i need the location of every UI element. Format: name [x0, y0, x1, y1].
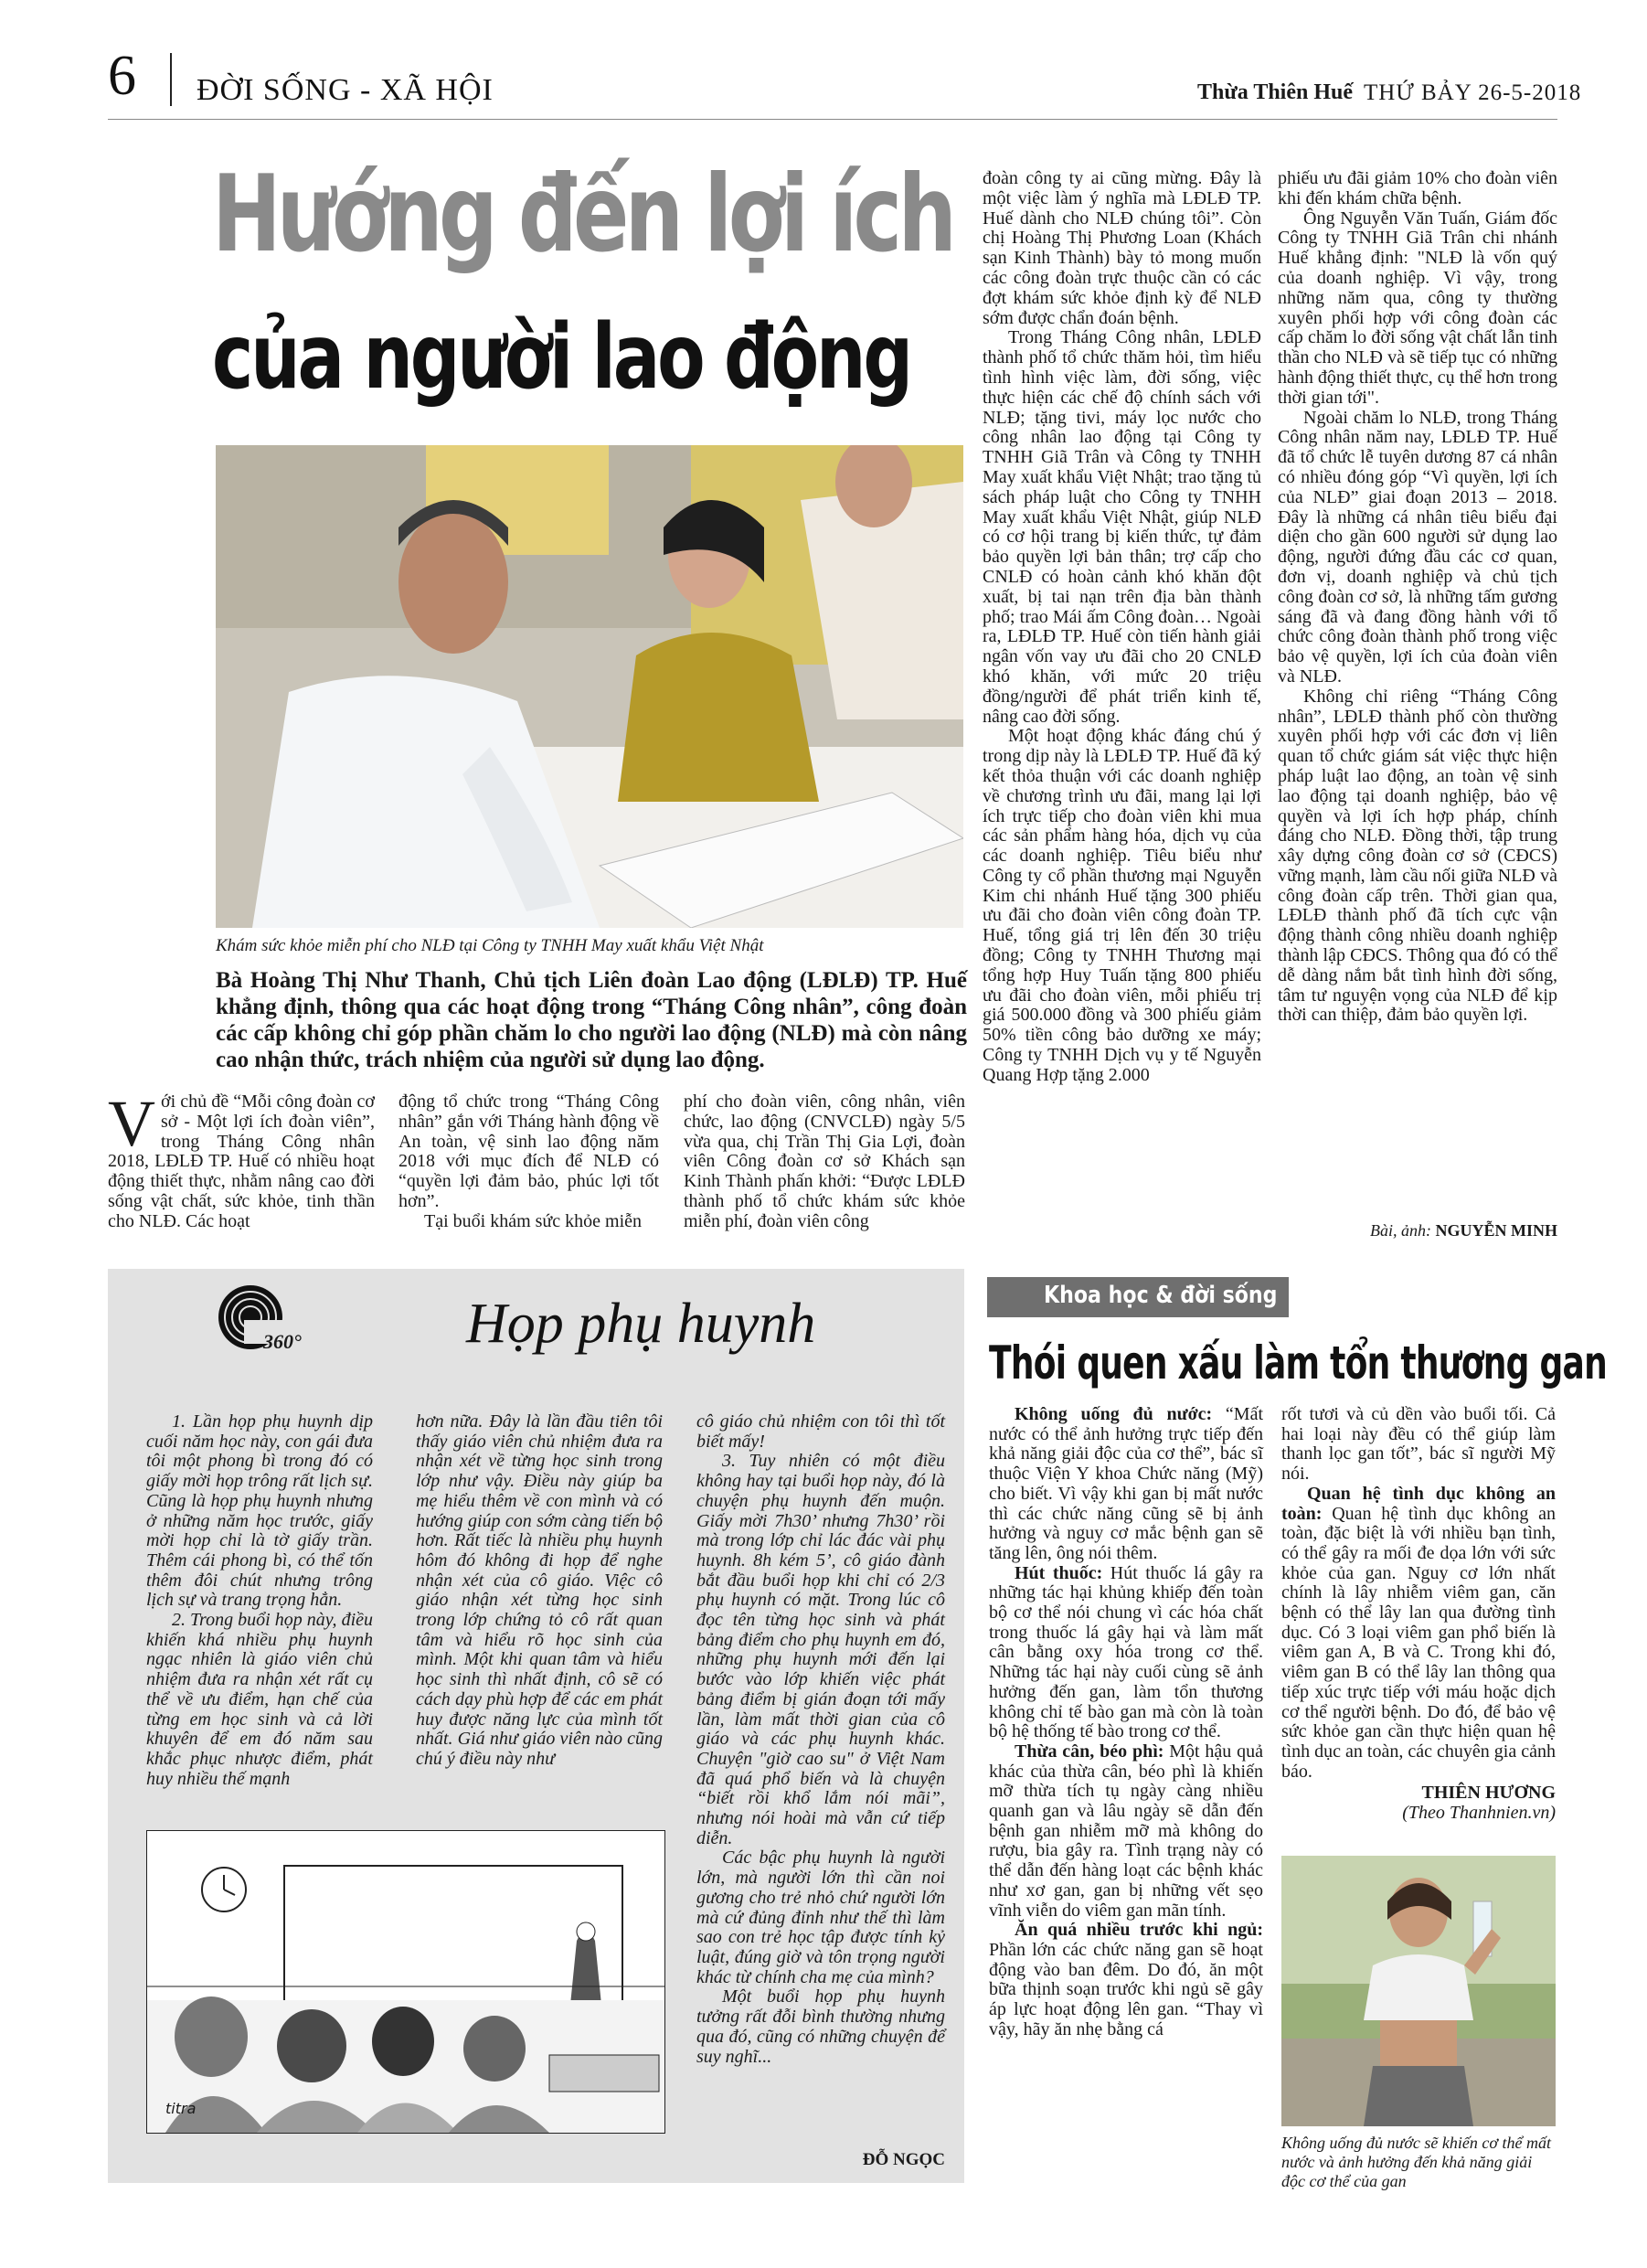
issue-date: THỨ BẢY 26-5-2018 — [1364, 80, 1582, 105]
article2-column-2 — [416, 1412, 663, 1770]
article1-column-2 — [398, 1092, 659, 1232]
header-divider — [170, 53, 172, 106]
header-rule — [108, 119, 1557, 120]
body-text: đoàn công ty ai cũng mừng. Đây là một việc làm ý nghĩa mà LĐLĐ TP. Huế dành cho NLĐ chúng tôi”. Còn chị Hoàng Thị Phương Loan (Khách sạn Kinh Thành) bày tỏ mong muốn các công đoàn trực thuộc cần có các đợt khám sức khỏe định kỳ để NLĐ sớm được chẩn đoán bệnh. — [983, 168, 1261, 328]
article-lead: Bà Hoàng Thị Như Thanh, Chủ tịch Liên đoàn Lao động (LĐLĐ) TP. Huế khẳng định, thông qua các hoạt động trong “Tháng Công nhân”, công đoàn các cấp không chỉ góp phần chăm lo cho người lao động (NLĐ) mà còn nâng cao nhận thức, trách nhiệm của người sử dụng lao động. — [216, 968, 967, 1072]
body-text: 1. Lần họp phụ huynh dịp cuối năm học này, con gái đưa tôi một phong bì trong đó có giấy mời họp trông rất lịch sự. Cũng là họp phụ huynh nhưng ở những năm học trước, giấy mời họp chỉ là tờ giấy trần. Thêm cái phong bì, có thể tốn thêm đôi chút nhưng trông lịch sự và trang trọng hẳn. — [146, 1411, 373, 1611]
subhead: Ăn quá nhiều trước khi ngủ: — [1015, 1920, 1263, 1941]
drop-cap: V — [108, 1087, 155, 1160]
article1-column-4 — [983, 169, 1261, 1086]
headline-line1: Hướng đến lợi ích — [212, 153, 953, 276]
body-text: Phần lớn các chức năng gan sẽ hoạt động vào ban đêm. Do đó, ăn một bữa thịnh soạn trước khi ngủ sẽ gây áp lực hoạt động lên gan. “Thay vì vậy, hãy ăn nhẹ bằng cá — [989, 1939, 1263, 2039]
body-text: Ngoài chăm lo NLĐ, trong Tháng Công nhân năm nay, LĐLĐ TP. Huế đã tổ chức lễ tuyên dương 87 cá nhân có nhiều đóng góp “Vì quyền, lợi ích của NLĐ” giai đoạn 2013 – 2018. Đây là những cá nhân tiêu biểu đại diện cho gần 600 người sử dụng lao động, người đứng đầu các cơ quan, đơn vị, doanh nghiệp và chủ tịch công đoàn cơ sở, là những tấm gương sáng đã và đang đồng hành với tổ chức công đoàn thành phố trong việc bảo vệ quyền, lợi ích của đoàn viên và NLĐ. — [1278, 407, 1557, 687]
headline-line2: của người lao động — [212, 305, 910, 410]
body-text: động tổ chức trong “Tháng Công nhân” gắn với Tháng hành động về An toàn, vệ sinh lao động năm 2018 với mục đích để NLĐ có “quyền lợi đảm bảo, phúc lợi tốt hơn”. — [398, 1091, 659, 1211]
body-text: Quan hệ tình dục không an toàn, đặc biệt là với nhiều bạn tình, có thể gây ra mối đe dọa lớn với sức khỏe của gan. Nguy cơ lớn nhất chính là lây nhiễm viêm gan, căn bệnh có thể lây lan qua đường tình dục. Có 3 loại viêm gan phổ biến là viêm gan A, B và C. Trong khi đó, viêm gan B có thể lây lan thông qua tiếp xúc trực tiếp với máu hoặc dịch cơ thể người bệnh. Do đó, để bảo vệ sức khỏe gan cần thực hiện quan hệ tình dục an toàn, các chuyên gia cảnh báo. — [1281, 1503, 1556, 1782]
article1-column-5 — [1278, 169, 1557, 1026]
article3-column-2 — [1281, 1405, 1556, 1824]
runner-woman-photo — [1281, 1856, 1556, 2126]
360-logo-text: 360° — [263, 1330, 302, 1353]
section-title: ĐỜI SỐNG - XÃ HỘI — [197, 73, 494, 107]
health-check-photo — [216, 445, 963, 928]
body-text: Các bậc phụ huynh là người lớn, mà người lớn thì cần noi gương cho trẻ nhỏ chứ người lớn mà cứ đủng đỉnh như thế thì làm sao con trẻ học tập được tính kỷ luật, đúng giờ và tôn trọng người khác từ chính cha mẹ của mình? — [696, 1847, 945, 1987]
newspaper-name: Thừa Thiên Huế — [1197, 80, 1354, 104]
body-text: Một buổi họp phụ huynh tưởng rất đỗi bình thường nhưng qua đó, cũng có những chuyện để suy nghĩ... — [696, 1986, 945, 2067]
science-headline: Thói quen xấu làm tổn thương gan — [989, 1336, 1608, 1390]
article3-byline: THIÊN HƯƠNG — [1421, 1783, 1556, 1804]
body-text: 3. Tuy nhiên có một điều không hay tại buổi họp này, đó là chuyện phụ huynh đến muộn. Giấy mời 7h30’ nhưng 7h30’ rồi mà trong lớp chỉ lác đác vài phụ huynh. 8h kém 5’, cô giáo đành bắt đầu buổi họp khi chỉ có 2/3 phụ huynh có mặt. Trong lúc cô đọc tên từng học sinh và phát bảng điểm cho phụ huynh em đó, những phụ huynh mới đến lại bước vào lớp khiến việc phát bảng điểm bị gián đoạn tới mấy lần, làm mất thời gian của cô giáo và các phụ huynh khác. Chuyện "giờ cao su" ở Việt Nam đã quá phổ biến và là chuyện “biết rồi khổ lắm nói mãi”, nhưng nói hoài mà vẫn cứ tiếp diễn. — [696, 1451, 945, 1848]
classroom-cartoon — [146, 1830, 665, 2134]
article2-byline: ĐỖ NGỌC — [862, 2150, 945, 2169]
body-text: Trong Tháng Công nhân, LĐLĐ thành phố tổ chức thăm hỏi, tìm hiểu tình hình việc làm, đời sống, việc thực hiện các chế độ chính sách với NLĐ; tặng tivi, máy lọc nước cho công nhân lao động tại Công ty TNHH Giã Trân và Công ty TNHH May xuất khẩu Việt Nhật; trao tặng tủ sách pháp luật cho Công ty TNHH May xuất khẩu Việt Nhật, giúp NLĐ có cơ hội trang bị kiến thức, tự đảm bảo quyền lợi bản thân; trợ cấp cho CNLĐ có hoàn cảnh khó khăn đột xuất, bị tai nạn trên địa bàn thành phố; trao Mái ấm Công đoàn… Ngoài ra, LĐLĐ TP. Huế còn tiến hành giải ngân vốn vay ưu đãi cho 20 CNLĐ khó khăn, với mức 20 triệu đồng/người để phát triển kinh tế, nâng cao đời sống. — [983, 327, 1261, 727]
byline-name: NGUYỄN MINH — [1435, 1221, 1557, 1240]
body-text: Ông Nguyễn Văn Tuấn, Giám đốc Công ty TNHH Giã Trân chi nhánh Huế khẳng định: "NLĐ là vốn quý của doanh nghiệp. Vì vậy, trong những năm qua, công ty thường xuyên phối hợp với công đoàn các cấp chăm lo đời sống vật chất lẫn tinh thần cho NLĐ và sẽ tiếp tục có những hành động thiết thực, cụ thể hơn trong thời gian tới". — [1278, 208, 1557, 408]
body-text: “Mất nước có thể ảnh hưởng trực tiếp đến khả năng giải độc của cơ thể”, bác sĩ thuộc Viện Y khoa Chức năng (Mỹ) cho biết. Vì vậy khi gan bị mất nước thì các chức năng cũng sẽ bị ảnh hưởng và nguy cơ mắc bệnh gan sẽ tăng lên, ông nói thêm. — [989, 1404, 1263, 1563]
photo2-caption: Không uống đủ nước sẽ khiến cơ thể mất nước và ảnh hưởng đến khả năng giải độc cơ thể của gan — [1281, 2134, 1551, 2190]
subhead: Hút thuốc: — [1015, 1562, 1103, 1583]
article3-column-1 — [989, 1405, 1263, 2040]
body-text: rốt tươi và củ dền vào buổi tối. Cả hai loại này đều có thể giúp làm thanh lọc gan tốt”, bác sĩ người Mỹ nói. — [1281, 1404, 1556, 1485]
section-label: Khoa học & đời sống — [1044, 1282, 1278, 1309]
body-text: phí cho đoàn viên, công nhân, viên chức, lao động (CNVCLĐ) ngày 5/5 vừa qua, chị Trần Thị Gia Lợi, đoàn viên Công đoàn cơ sở Khách sạn Kinh Thành phấn khởi: “Được LĐLĐ thành phố tổ chức khám sức khỏe miễn phí, đoàn viên công — [684, 1091, 965, 1231]
article3-source: (Theo Thanhnien.vn) — [1402, 1803, 1556, 1824]
body-text: Hút thuốc lá gây ra những tác hại khủng khiếp đến toàn bộ cơ thể nói chung vì các hóa chất trong thuốc lá gây hại và làm mất cân bằng oxy hóa trong cơ thể. Những tác hại này cuối cùng sẽ ảnh hưởng đến gan, làm tổn thương không chỉ tế bào gan mà còn là toàn bộ hệ thống tế bào trong cơ thể. — [989, 1562, 1263, 1742]
body-text: Một hoạt động khác đáng chú ý trong dịp này là LĐLĐ TP. Huế đã ký kết thỏa thuận với các doanh nghiệp về chương trình ưu đãi, mang lại lợi ích trực tiếp cho đoàn viên khi mua các sản phẩm hàng hóa, dịch vụ của các doanh nghiệp. Tiêu biểu như Công ty cổ phần thương mại Nguyễn Kim chi nhánh Huế tặng 300 phiếu ưu đãi cho đoàn viên công đoàn TP. Huế, tổng giá trị lên đến 30 triệu đồng; Công ty TNHH Thương mại tổng hợp Huy Tuấn tặng 800 phiếu ưu đãi cho đoàn viên, mỗi phiếu trị giá 500.000 đồng và 300 phiếu giảm 50% tiền công bảo dưỡng xe máy; Công ty TNHH Dịch vụ y tế Nguyễn Quang Hợp tặng 2.000 — [983, 726, 1261, 1085]
cartoon-signature: titra — [165, 2100, 197, 2117]
byline-prefix: Bài, ảnh: — [1370, 1221, 1431, 1240]
body-text: Một hậu quả khác của thừa cân, béo phì là khiến mỡ thừa tích tụ ngày càng nhiều quanh gan và lâu ngày sẽ dẫn đến bệnh gan nhiễm mỡ mà không do rượu, bia gây ra. Tình trạng này có thể dẫn đến hàng loạt các bệnh khác như xơ gan, gan bị những vết sẹo vĩnh viễn do viêm gan mãn tính. — [989, 1741, 1263, 1921]
article1-byline — [1278, 1221, 1557, 1240]
body-text: 2. Trong buổi họp này, điều khiến khá nhiều phụ huynh ngạc nhiên là giáo viên chủ nhiệm đưa ra nhận xét rất cụ thể về ưu điểm, hạn chế của từng em học sinh và cả lời khuyên để em đó năm sau khắc phục nhược điểm, phát huy nhiều thế mạnh — [146, 1610, 373, 1789]
article1-column-1 — [108, 1087, 375, 1232]
article2-column-1 — [146, 1412, 373, 1789]
subhead: Quan hệ tình dục không an toàn: — [1281, 1483, 1556, 1524]
body-text: Không chỉ riêng “Tháng Công nhân”, LĐLĐ thành phố còn thường xuyên phối hợp với các đơn vị liên quan tổ chức giám sát việc thực hiện pháp luật lao động, an toàn vệ sinh lao động tại doanh nghiệp, bảo vệ quyền và lợi ích hợp pháp, chính đáng cho NLĐ. Đồng thời, tập trung xây dựng công đoàn cơ sở (CĐCS) vững mạnh, làm cầu nối giữa NLĐ và công đoàn cấp trên. Thời gian qua, LĐLĐ thành phố đã tích cực vận động thành công nhiều doanh nghiệp thành lập CĐCS. Thông qua đó có thể dễ dàng nắm bắt tình hình đời sống, tâm tư nguyện vọng của NLĐ để kịp thời can thiệp, đảm bảo quyền lợi. — [1278, 686, 1557, 1026]
body-text: Tại buổi khám sức khỏe miễn — [424, 1210, 643, 1231]
photo-caption: Khám sức khỏe miễn phí cho NLĐ tại Công ty TNHH May xuất khẩu Việt Nhật — [216, 936, 764, 955]
page-number: 6 — [108, 45, 136, 107]
subhead: Không uống đủ nước: — [1015, 1404, 1213, 1424]
article1-column-3 — [684, 1092, 965, 1232]
body-text: cô giáo chủ nhiệm con tôi thì tốt biết mấy! — [696, 1411, 945, 1452]
article2-column-3 — [696, 1412, 945, 2067]
body-text: phiếu ưu đãi giảm 10% cho đoàn viên khi đến khám chữa bệnh. — [1278, 168, 1557, 208]
opinion-headline: Họp phụ huynh — [466, 1293, 816, 1355]
body-text: ới chủ đề “Mỗi công đoàn cơ sở - Một lợi ích đoàn viên”, trong Tháng Công nhân 2018, LĐLĐ TP. Huế có nhiều hoạt động thiết thực, nhằm nâng cao đời sống vật chất, sức khỏe, tinh thần cho NLĐ. Các hoạt — [108, 1091, 375, 1231]
subhead: Thừa cân, béo phì: — [1015, 1741, 1164, 1762]
body-text: hơn nữa. Đây là lần đầu tiên tôi thấy giáo viên chủ nhiệm đưa ra nhận xét về từng học sinh trong lớp như vậy. Điều này giúp ba mẹ hiểu thêm về con mình và có hướng giúp con sớm càng tiến bộ hơn. Rất tiếc là nhiều phụ huynh hôm đó không đi họp để nghe nhận xét của cô giáo. Việc cô giáo nhận xét từng học sinh trong lớp chứng tỏ cô rất quan tâm và hiểu rõ học sinh của mình. Một khi quan tâm và hiểu học sinh thì nhất định, cô sẽ có cách dạy phù hợp để các em phát huy được năng lực của mình tốt nhất. Giá như giáo viên nào cũng chú ý điều này như — [416, 1411, 663, 1769]
